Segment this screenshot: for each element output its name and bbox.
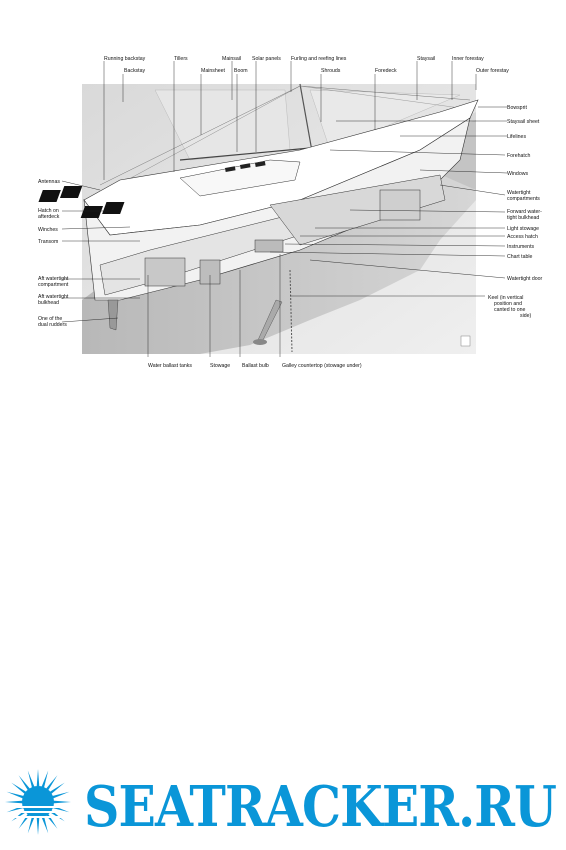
label-mainsail: Mainsail [222,56,242,62]
label-staysail-sheet: Staysail sheet [507,119,540,125]
sun-ray [52,792,70,799]
label-keel: Keel (in vertical position and canted to one side) [488,295,532,319]
label-hatch-afterdeck: Hatch on afterdeck [38,208,60,220]
sun-logo-icon [5,769,71,835]
label-aft-bulkhead: Aft watertight bulkhead [38,294,69,306]
label-watertight-door: Watertight door [507,276,543,282]
label-transom: Transom [38,239,59,245]
water-ballast-tank [145,258,185,286]
label-galley: Galley countertop (stowage under) [282,363,362,369]
sun-ray [41,771,48,789]
seatracker-watermark [0,760,566,850]
label-boom: Boom [234,68,248,74]
label-windows: Windows [507,171,529,177]
yacht-cutaway-diagram [0,0,566,380]
label-stowage: Stowage [210,363,231,369]
label-forward-bulkhead: Forward water- tight bulkhead [507,209,542,221]
label-ballast-bulb: Ballast bulb [242,363,269,369]
label-tillers: Tillers [174,56,188,62]
sun-ray [5,801,23,804]
ballast-bulb-shape [253,339,267,345]
label-watertight-compartments: Watertight compartments [507,190,540,202]
label-dual-rudders: One of the dual rudders [38,316,67,328]
label-solar-panels: Solar panels [252,56,281,62]
sun-ray [53,801,71,804]
label-access-hatch: Access hatch [507,234,538,240]
label-lifelines: Lifelines [507,134,527,140]
label-forehatch: Forehatch [507,153,531,159]
label-shrouds: Shrouds [321,68,341,74]
sun-ray [28,816,35,834]
corner-stamp [461,336,470,346]
label-outer-forestay: Outer forestay [476,68,509,74]
label-mainsheet: Mainsheet [201,68,225,74]
watermark-text: SEATRACKER.RU [84,774,557,840]
label-staysail: Staysail [417,56,436,62]
label-running-backstay: Running backstay [104,56,146,62]
label-bowsprit: Bowsprit [507,105,527,111]
sun-ray [28,771,35,789]
label-instruments: Instruments [507,244,535,250]
label-inner-forestay: Inner forestay [452,56,484,62]
sun-ray [41,816,48,834]
label-chart-table: Chart table [507,254,533,260]
label-winches: Winches [38,227,58,233]
label-water-ballast: Water ballast tanks [148,363,192,369]
solar-panel [60,186,82,198]
chart-table-block [255,240,283,252]
solar-panel [38,190,60,202]
sun-ray [37,817,40,835]
label-furling-lines: Furling and reefing lines [291,56,347,62]
label-foredeck: Foredeck [375,68,397,74]
sun-ray [37,769,40,787]
watertight-compartment-box [380,190,420,220]
sun-ray [7,792,25,799]
label-aft-compartment: Aft watertight compartment [38,276,69,288]
label-antennas: Antennas [38,179,60,185]
label-light-stowage: Light stowage [507,226,540,232]
label-backstay: Backstay [124,68,146,74]
